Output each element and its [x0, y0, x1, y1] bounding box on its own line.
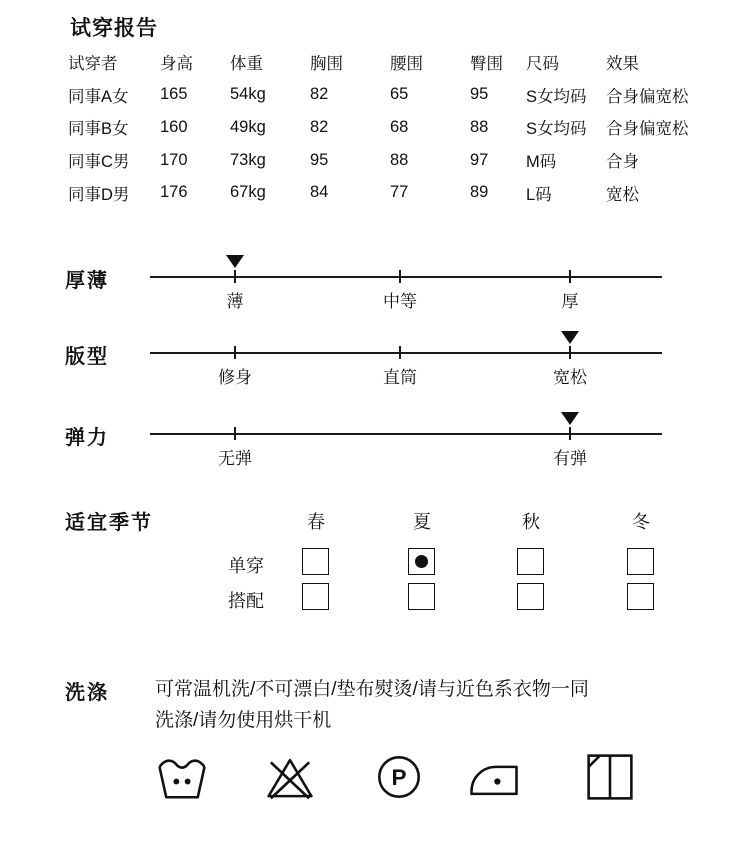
scale-tick: [530, 270, 610, 312]
table-cell: 95: [470, 85, 489, 104]
marker-triangle-icon: [226, 255, 244, 268]
season-column-header: 冬: [632, 512, 650, 532]
table-cell: 170: [160, 150, 188, 169]
table-cell: 89: [470, 183, 489, 202]
table-cell: 176: [160, 183, 188, 202]
table-header-cell: 胸围: [310, 55, 343, 74]
scale-tick-label: 修身: [218, 368, 252, 387]
table-row: [68, 111, 738, 144]
table-cell: 65: [390, 85, 409, 104]
tick-line: [399, 270, 401, 283]
season-checkbox-spring-match: [302, 583, 329, 610]
season-checkbox-summer-match: [408, 583, 435, 610]
table-cell: 同事C男: [68, 153, 130, 172]
scale-tick: [360, 346, 440, 388]
table-cell: 同事A女: [68, 87, 129, 106]
table-row: [68, 176, 738, 209]
table-cell: 165: [160, 85, 188, 104]
scale-tick: [195, 270, 275, 312]
scale-tick: [195, 346, 275, 388]
season-column-header: 夏: [413, 512, 431, 532]
season-row-label: 搭配: [228, 591, 264, 611]
table-cell: 160: [160, 117, 188, 136]
tick-line: [234, 427, 236, 440]
season-column-header: 秋: [522, 512, 540, 532]
checked-dot-icon: [415, 555, 428, 568]
season-row-label: 单穿: [228, 556, 264, 576]
scale-tick-label: 直筒: [383, 368, 417, 387]
scale-tick: [360, 270, 440, 312]
table-cell: 73kg: [230, 150, 266, 169]
table-header-row: [68, 46, 738, 79]
season-checkbox-summer-alone: [408, 548, 435, 575]
table-cell: 77: [390, 183, 409, 202]
tick-line: [234, 270, 236, 283]
seasons-section: [0, 500, 750, 630]
table-header-cell: 尺码: [526, 55, 559, 74]
table-cell: 82: [310, 117, 329, 136]
season-checkbox-autumn-alone: [517, 548, 544, 575]
table-cell: 54kg: [230, 85, 266, 104]
table-cell: 97: [470, 150, 489, 169]
table-cell: 95: [310, 150, 329, 169]
table-cell: 67kg: [230, 183, 266, 202]
season-checkbox-winter-match: [627, 583, 654, 610]
table-header-cell: 臀围: [470, 55, 503, 74]
scale-elasticity: [0, 417, 750, 479]
season-checkbox-winter-alone: [627, 548, 654, 575]
scale-label: 厚薄: [65, 270, 109, 292]
no-bleach-icon: [263, 750, 317, 804]
table-cell: 49kg: [230, 117, 266, 136]
seasons-label: 适宜季节: [65, 512, 153, 534]
marker-triangle-icon: [561, 412, 579, 425]
table-cell: 合身偏宽松: [606, 87, 689, 106]
machine-wash-icon: [155, 750, 209, 804]
table-cell: S女均码: [526, 120, 587, 139]
table-cell: 88: [390, 150, 409, 169]
table-cell: 82: [310, 85, 329, 104]
scale-tick: [530, 427, 610, 469]
table-header-cell: 体重: [230, 55, 263, 74]
table-cell: M码: [526, 153, 557, 172]
scale-tick-label: 有弹: [553, 449, 587, 468]
scale-label: 弹力: [65, 427, 109, 449]
scale-tick: [530, 346, 610, 388]
scale-tick-label: 中等: [383, 292, 417, 311]
season-checkbox-spring-alone: [302, 548, 329, 575]
table-header-cell: 效果: [606, 55, 639, 74]
table-cell: 84: [310, 183, 329, 202]
marker-triangle-icon: [561, 331, 579, 344]
table-header-cell: 试穿者: [68, 55, 118, 74]
svg-text:P: P: [391, 764, 407, 790]
tick-line: [569, 270, 571, 283]
table-cell: 宽松: [606, 185, 639, 204]
dry-clean-icon: [372, 750, 426, 804]
table-header-cell: 腰围: [390, 55, 423, 74]
table-cell: 合身偏宽松: [606, 120, 689, 139]
page-title: 试穿报告: [70, 17, 158, 40]
table-row: [68, 79, 738, 112]
season-checkbox-autumn-match: [517, 583, 544, 610]
table-cell: S女均码: [526, 87, 587, 106]
washing-instructions-line2: 洗涤/请勿使用烘干机: [155, 710, 332, 731]
tick-line: [234, 346, 236, 359]
scale-tick-label: 薄: [226, 292, 244, 311]
table-cell: 68: [390, 117, 409, 136]
table-cell: L码: [526, 185, 552, 204]
scale-fit-type: [0, 336, 750, 398]
tick-line: [399, 346, 401, 359]
scale-tick: [195, 427, 275, 469]
table-cell: 88: [470, 117, 489, 136]
tick-line: [569, 346, 571, 359]
scale-tick-label: 厚: [561, 292, 579, 311]
washing-section: [0, 668, 750, 867]
table-header-cell: 身高: [160, 55, 193, 74]
scale-tick-label: 无弹: [218, 449, 252, 468]
scale-thickness: [0, 260, 750, 322]
scale-tick-label: 宽松: [553, 368, 587, 387]
tick-line: [569, 427, 571, 440]
table-cell: 同事D男: [68, 185, 130, 204]
scale-label: 版型: [65, 346, 109, 368]
washing-label: 洗涤: [65, 682, 109, 704]
table-cell: 同事B女: [68, 120, 129, 139]
iron-icon: [467, 750, 521, 804]
fit-table: [68, 46, 738, 209]
washing-instructions-line1: 可常温机洗/不可漂白/垫布熨烫/请与近色系衣物一同: [155, 679, 589, 700]
season-column-header: 春: [307, 512, 325, 532]
drip-dry-icon: [583, 750, 637, 804]
table-row: [68, 144, 738, 177]
table-cell: 合身: [606, 153, 639, 172]
